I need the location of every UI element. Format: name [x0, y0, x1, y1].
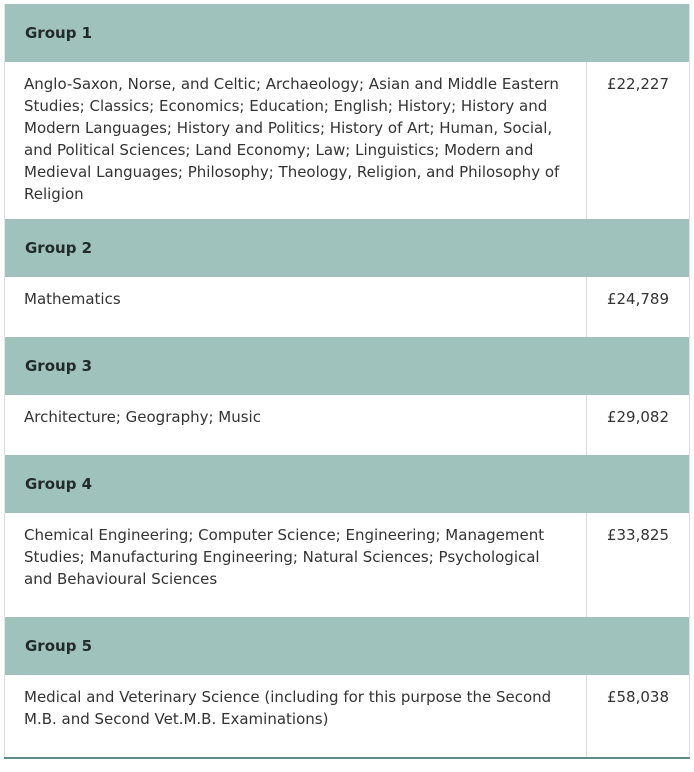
fee-cell: £58,038 — [587, 675, 690, 758]
group-title: Group 1 — [5, 4, 690, 62]
group-title: Group 3 — [5, 337, 690, 395]
fee-cell: £24,789 — [587, 277, 690, 337]
subjects-cell: Mathematics — [5, 277, 587, 337]
group-title: Group 5 — [5, 617, 690, 675]
fee-groups-table — [4, 4, 690, 759]
table-row — [5, 62, 690, 219]
group-header-row — [5, 455, 690, 513]
group-header-row — [5, 219, 690, 277]
group-title: Group 4 — [5, 455, 690, 513]
group-header-row — [5, 337, 690, 395]
table-row — [5, 513, 690, 617]
subjects-cell: Chemical Engineering; Computer Science; Engineering; Management Studies; Manufacturing Engineering; Natural Sciences; Psychological and Behavioural Sciences — [5, 513, 587, 617]
table-row — [5, 395, 690, 455]
group-title: Group 2 — [5, 219, 690, 277]
group-header-row — [5, 4, 690, 62]
subjects-cell: Medical and Veterinary Science (including for this purpose the Second M.B. and Second Vet.M.B. Examinations) — [5, 675, 587, 758]
table-row — [5, 675, 690, 758]
group-header-row — [5, 617, 690, 675]
fee-cell: £33,825 — [587, 513, 690, 617]
subjects-cell: Anglo-Saxon, Norse, and Celtic; Archaeology; Asian and Middle Eastern Studies; Classics; Economics; Education; English; History; History and Modern Languages; History and Politics; History of Art; Human, Social, and Political Sciences; Land Economy; Law; Linguistics; Modern and Medieval Languages; Philosophy; Theology, Religion, and Philosophy of Religion — [5, 62, 587, 219]
subjects-cell: Architecture; Geography; Music — [5, 395, 587, 455]
fee-cell: £22,227 — [587, 62, 690, 219]
table-row — [5, 277, 690, 337]
fee-cell: £29,082 — [587, 395, 690, 455]
